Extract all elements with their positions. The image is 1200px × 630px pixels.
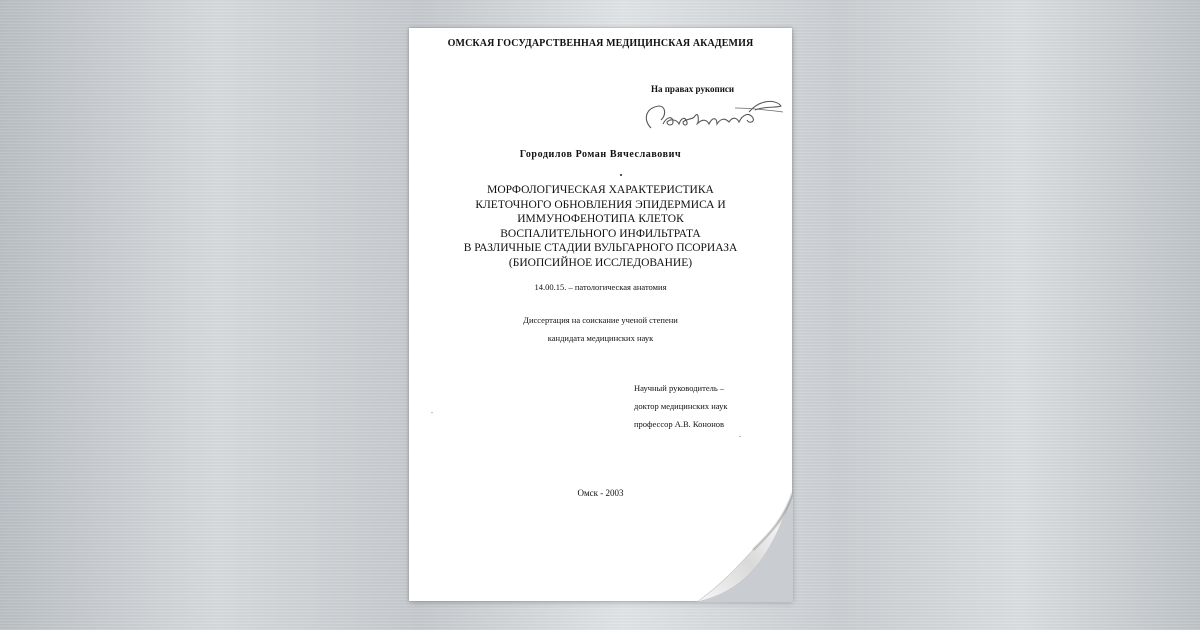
handwritten-signature bbox=[637, 90, 787, 134]
title-line: ВОСПАЛИТЕЛЬНОГО ИНФИЛЬТРАТА bbox=[500, 227, 701, 240]
advisor-line: профессор А.В. Кононов bbox=[634, 419, 725, 429]
scan-speck bbox=[739, 436, 741, 437]
title-line: КЛЕТОЧНОГО ОБНОВЛЕНИЯ ЭПИДЕРМИСА И bbox=[475, 198, 726, 211]
page-curl-icon bbox=[697, 492, 793, 602]
dissertation-degree-line: кандидата медицинских наук bbox=[547, 333, 654, 343]
advisor-line: доктор медицинских наук bbox=[634, 401, 728, 411]
title-line: В РАЗЛИЧНЫЕ СТАДИИ ВУЛЬГАРНОГО ПСОРИАЗА bbox=[463, 242, 738, 254]
advisor-line: Научный руководитель – bbox=[634, 383, 725, 393]
document-page bbox=[409, 28, 792, 601]
dissertation-title bbox=[409, 183, 792, 270]
title-line: (БИОПСИЙНОЕ ИССЛЕДОВАНИЕ) bbox=[508, 256, 693, 269]
scan-speck bbox=[431, 412, 433, 413]
dissertation-degree-line: Диссертация на соискание ученой степени bbox=[523, 315, 678, 325]
institution-name: ОМСКАЯ ГОСУДАРСТВЕННАЯ МЕДИЦИНСКАЯ АКАДЕМИЯ bbox=[447, 38, 754, 49]
rights-note: На правах рукописи bbox=[651, 84, 735, 94]
title-line: МОРФОЛОГИЧЕСКАЯ ХАРАКТЕРИСТИКА bbox=[487, 184, 714, 196]
specialty-code: 14.00.15. – патологическая анатомия bbox=[534, 282, 667, 292]
city-year: Омск - 2003 bbox=[577, 488, 624, 498]
stray-mark bbox=[620, 174, 622, 176]
title-line: ИММУНОФЕНОТИПА КЛЕТОК bbox=[517, 213, 684, 225]
author-name: Городилов Роман Вячеславович bbox=[519, 149, 682, 160]
